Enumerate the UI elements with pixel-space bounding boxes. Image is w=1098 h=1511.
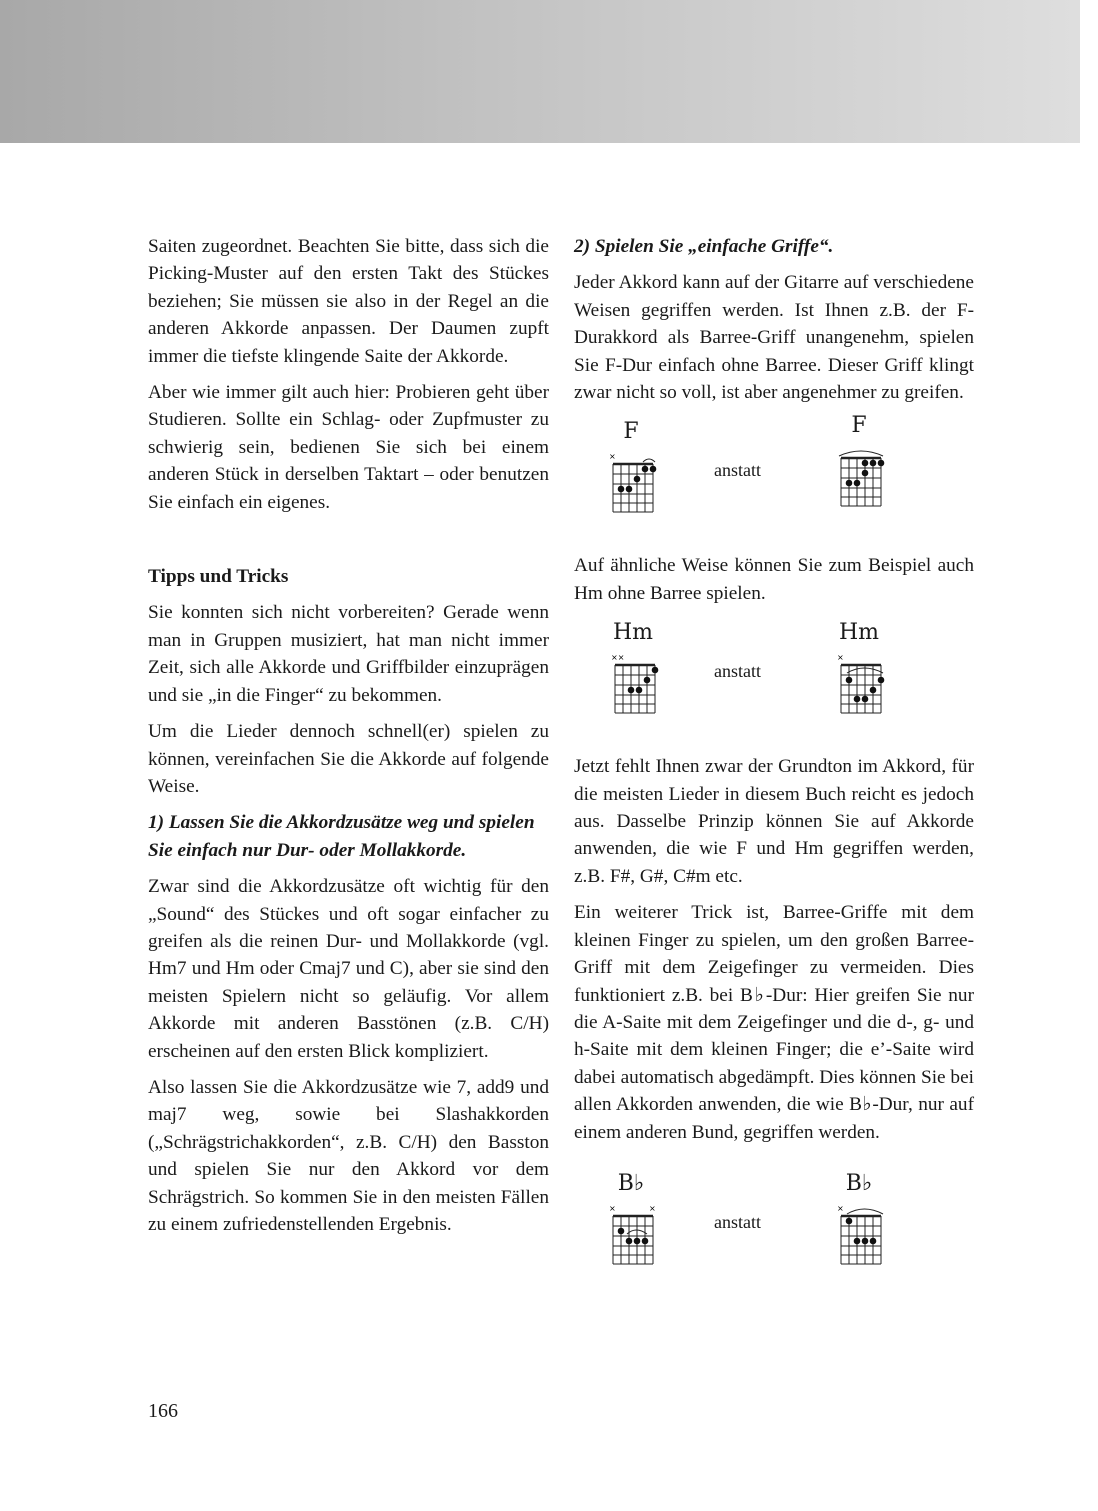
chord-grid bbox=[605, 649, 661, 721]
chord-grid bbox=[603, 1200, 659, 1272]
paragraph: Zwar sind die Akkordzusätze oft wichtig für den „Sound“ des Stückes und oft sogar einfacher zu greifen als die reinen Dur- und Mollakkorde (vgl. Hm7 und Hm oder Cmaj7 und C), aber sie sind den meisten Spielern nicht so geläufig. Vor allem Akkorde mit anderen Basstönen (z.B. C/H) erscheinen auf den ersten Blick kompliziert. bbox=[148, 876, 549, 1062]
section-heading: Tipps und Tricks bbox=[148, 566, 289, 588]
paragraph: Jetzt fehlt Ihnen zwar der Grundton im Akkord, für die meisten Lieder in diesem Buch reicht es jedoch aus. Dasselbe Prinzip können Sie auf Akkorde anwenden, die wie F und Hm gegriffen werden, z.B. F#, G#, C#m etc. bbox=[574, 756, 974, 887]
instead-label: anstatt bbox=[714, 460, 761, 481]
paragraph: Auf ähnliche Weise können Sie zum Beispiel auch Hm ohne Barree spielen. bbox=[574, 555, 974, 604]
tip-heading-2: 2) Spielen Sie „einfache Griffe“. bbox=[574, 236, 834, 257]
chord-grid bbox=[831, 649, 887, 721]
paragraph: Also lassen Sie die Akkordzusätze wie 7, add9 und maj7 weg, sowie bei Slashakkorden („Schrägstrichakkorden“, z.B. C/H) den Basston und spielen Sie nur den Akkord vor dem Schrägstrich. So kommen Sie in den meisten Fällen zu einem zufriedenstellenden Ergebnis. bbox=[148, 1076, 549, 1235]
svg-text:×: × bbox=[609, 1203, 616, 1213]
paragraph: Jeder Akkord kann auf der Gitarre auf verschiedene Weisen gegriffen werden. Ist Ihnen z.B. der F-Durakkord als Barree-Griff unangenehm, spielen Sie F-Dur einfach ohne Barree. Dieser Griff klingt zwar nicht so voll, ist aber angenehmer zu greifen. bbox=[574, 272, 974, 404]
chord-diagram-bb-barre bbox=[824, 1172, 894, 1272]
svg-text:×: × bbox=[837, 1203, 844, 1213]
chord-name: F bbox=[623, 419, 639, 445]
chord-grid bbox=[603, 448, 659, 520]
chord-name: B♭ bbox=[617, 1170, 645, 1196]
paragraph: Ein weiterer Trick ist, Barree-Griffe mit dem kleinen Finger zu spielen, um den großen Barree-Griff mit dem Zeigefinger zu vermeiden. Dies funktioniert z.B. bei B♭-Dur: Hier greifen Sie nur die A-Saite mit dem Zeigefinger und die d-, g- und h-Saite mit dem kleinen Finger; die e’-Saite wird dabei automatisch abgedämpft. Dies können Sie bei allen Akkorden anwenden, die wie B♭-Dur, nur auf einem anderen Bund, gegriffen werden. bbox=[574, 902, 974, 1143]
paragraph: Saiten zugeordnet. Beachten Sie bitte, dass sich die Picking-Muster auf den ersten Takt des Stückes beziehen; Sie müssen sie also in der Regel an die anderen Akkorde anpassen. Der Daumen zupft immer die tiefste klingende Saite der Akkorde. bbox=[148, 236, 549, 367]
chord-diagram-bb-simple bbox=[596, 1172, 666, 1272]
svg-text:×: × bbox=[837, 653, 844, 663]
paragraph: Aber wie immer gilt auch hier: Probieren geht über Studieren. Sollte ein Schlag- oder Zupfmuster zu schwierig sein, bedienen Sie sich bei einem anderen Stück in derselben Taktart – oder benutzen Sie einfach ein eigenes. bbox=[148, 382, 549, 513]
chord-comparison-f bbox=[574, 413, 974, 540]
chord-diagram-f-simple bbox=[596, 420, 666, 520]
paragraph: Um die Lieder dennoch schnell(er) spielen zu können, vereinfachen Sie die Akkorde auf folgende Weise. bbox=[148, 721, 549, 797]
chord-grid bbox=[831, 442, 887, 514]
right-column bbox=[574, 233, 974, 1304]
chord-diagram-f-barre bbox=[824, 414, 894, 514]
chord-diagram-hm-barre bbox=[824, 621, 894, 721]
chord-grid bbox=[831, 1200, 887, 1272]
chord-name: F bbox=[851, 413, 867, 439]
header-band bbox=[0, 0, 1080, 143]
tip-heading-1: 1) Lassen Sie die Akkordzusätze weg und spielen Sie einfach nur Dur- oder Mollakkorde. bbox=[148, 812, 535, 861]
chord-name: Hm bbox=[838, 620, 880, 646]
chord-name: Hm bbox=[612, 620, 654, 646]
svg-text:×: × bbox=[649, 1203, 656, 1213]
chord-name: B♭ bbox=[845, 1170, 873, 1196]
paragraph: Sie konnten sich nicht vorbereiten? Gerade wenn man in Gruppen musiziert, hat man nicht immer Zeit, sich alle Akkorde und Griffbilder einzuprägen und sie „in die Finger“ zu bekommen. bbox=[148, 602, 549, 706]
chord-comparison-hm bbox=[574, 621, 974, 741]
page-number: 166 bbox=[148, 1400, 178, 1422]
instead-label: anstatt bbox=[714, 661, 761, 682]
instead-label: anstatt bbox=[714, 1211, 761, 1232]
svg-text:×: × bbox=[609, 452, 616, 462]
chord-comparison-bb bbox=[574, 1172, 974, 1292]
left-column bbox=[148, 233, 549, 1247]
chord-diagram-hm-simple bbox=[598, 621, 668, 721]
svg-text:××: ×× bbox=[611, 653, 625, 663]
